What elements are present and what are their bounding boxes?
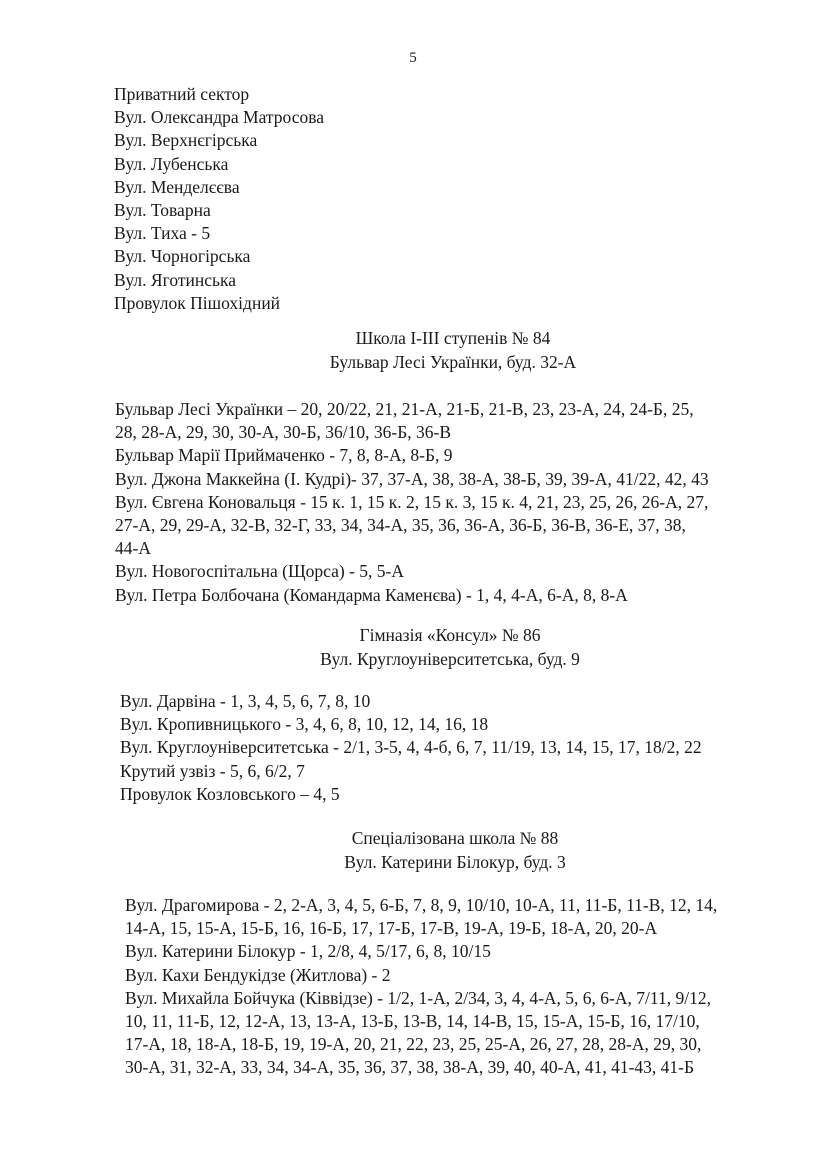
entry-line: Вул. Євгена Коновальця - 15 к. 1, 15 к. 2, 15 к. 3, 15 к. 4, 21, 23, 25, 26, 26-А, 27, bbox=[115, 491, 709, 512]
list-item: Вул. Яготинська bbox=[114, 269, 236, 290]
list-item: Провулок Козловського – 4, 5 bbox=[120, 783, 340, 804]
list-item: Вул. Товарна bbox=[114, 199, 211, 220]
gymnasium-86-title: Гімназія «Консул» № 86 bbox=[359, 625, 541, 645]
entry-line: Вул. Новогоспітальна (Щорса) - 5, 5-А bbox=[115, 561, 404, 582]
list-item bbox=[125, 964, 717, 987]
school-84-heading bbox=[0, 326, 826, 374]
list-item bbox=[115, 444, 805, 467]
list-item: Вул. Менделєєва bbox=[114, 176, 240, 197]
list-item: Вул. Дарвіна - 1, 3, 4, 5, 6, 7, 8, 10 bbox=[120, 691, 371, 711]
entry-line: 27-А, 29, 29-А, 32-В, 32-Г, 33, 34, 34-А, 35, 36, 36-А, 36-Б, 36-В, 36-Е, 37, 38, bbox=[115, 514, 686, 535]
entry-line: 17-А, 18, 18-А, 18-Б, 19, 19-А, 20, 21, 22, 23, 25, 25-А, 26, 27, 28, 28-А, 29, 30, bbox=[125, 1034, 702, 1055]
school-84-address: Бульвар Лесі Українки, буд. 32-А bbox=[329, 352, 577, 372]
list-item bbox=[115, 468, 805, 491]
entry-line: Вул. Джона Маккейна (І. Кудрі)- 37, 37-А, 38, 38-А, 38-Б, 39, 39-А, 41/22, 42, 43 bbox=[115, 468, 709, 489]
entry-line: Вул. Драгомирова - 2, 2-А, 3, 4, 5, 6-Б, 7, 8, 9, 10/10, 10-А, 11, 11-Б, 11-В, 12, 14, bbox=[125, 895, 718, 915]
school-84-title: Школа І-ІІІ ступенів № 84 bbox=[355, 328, 551, 348]
school-88-entries bbox=[125, 894, 717, 1080]
entry-line: 28, 28-А, 29, 30, 30-А, 30-Б, 36/10, 36-Б, 36-В bbox=[115, 422, 452, 443]
list-item bbox=[125, 987, 717, 1080]
private-sector-list bbox=[114, 83, 324, 315]
entry-line: Вул. Катерини Білокур - 1, 2/8, 4, 5/17, 6, 8, 10/15 bbox=[125, 941, 491, 962]
school-84-entries bbox=[115, 398, 805, 607]
entry-line: 10, 11, 11-Б, 12, 12-А, 13, 13-А, 13-Б, 13-В, 14, 14-В, 15, 15-А, 15-Б, 16, 17/10, bbox=[125, 1010, 700, 1031]
entry-line: 44-А bbox=[115, 538, 151, 559]
gymnasium-86-heading bbox=[0, 623, 826, 671]
list-item: Крутий узвіз - 5, 6, 6/2, 7 bbox=[120, 760, 305, 781]
school-88-heading bbox=[0, 826, 826, 874]
entry-line: 30-А, 31, 32-А, 33, 34, 34-А, 35, 36, 37, 38, 38-А, 39, 40, 40-А, 41, 41-43, 41-Б bbox=[125, 1057, 695, 1078]
list-item bbox=[115, 560, 805, 583]
list-item: Вул. Кропивницького - 3, 4, 6, 8, 10, 12, 14, 16, 18 bbox=[120, 714, 489, 735]
list-item: Вул. Тиха - 5 bbox=[114, 223, 211, 244]
list-item: Вул. Круглоуніверситетська - 2/1, 3-5, 4, 4-б, 6, 7, 11/19, 13, 14, 15, 17, 18/2, 22 bbox=[120, 737, 702, 758]
list-item bbox=[115, 398, 805, 444]
entry-line: Бульвар Лесі Українки – 20, 20/22, 21, 21-А, 21-Б, 21-В, 23, 23-А, 24, 24-Б, 25, bbox=[115, 399, 694, 419]
entry-line: Вул. Кахи Бендукідзе (Житлова) - 2 bbox=[125, 964, 391, 985]
entry-line: Бульвар Марії Приймаченко - 7, 8, 8-А, 8-Б, 9 bbox=[115, 445, 453, 466]
list-item bbox=[115, 491, 805, 561]
list-item: Провулок Пішохідний bbox=[114, 292, 281, 313]
list-item bbox=[125, 894, 717, 940]
school-88-address: Вул. Катерини Білокур, буд. 3 bbox=[344, 852, 566, 872]
gymnasium-86-address: Вул. Круглоуніверситетська, буд. 9 bbox=[320, 649, 580, 669]
gymnasium-86-entries bbox=[120, 690, 702, 806]
entry-line: Вул. Михайла Бойчука (Ківвідзе) - 1/2, 1-А, 2/34, 3, 4, 4-А, 5, 6, 6-А, 7/11, 9/12, bbox=[125, 987, 711, 1008]
list-item bbox=[125, 940, 717, 963]
entry-line: 14-А, 15, 15-А, 15-Б, 16, 16-Б, 17, 17-Б, 17-В, 19-А, 19-Б, 18-А, 20, 20-А bbox=[125, 918, 658, 939]
entry-line: Вул. Петра Болбочана (Командарма Каменєва) - 1, 4, 4-А, 6-А, 8, 8-А bbox=[115, 584, 628, 605]
list-item bbox=[115, 584, 805, 607]
list-item: Вул. Чорногірська bbox=[114, 246, 251, 267]
page-number: 5 bbox=[409, 50, 417, 66]
list-item: Вул. Лубенська bbox=[114, 153, 229, 174]
school-88-title: Спеціалізована школа № 88 bbox=[351, 828, 559, 848]
list-item: Приватний сектор bbox=[114, 84, 250, 104]
list-item: Вул. Олександра Матросова bbox=[114, 107, 325, 128]
list-item: Вул. Верхнєгірська bbox=[114, 130, 258, 151]
